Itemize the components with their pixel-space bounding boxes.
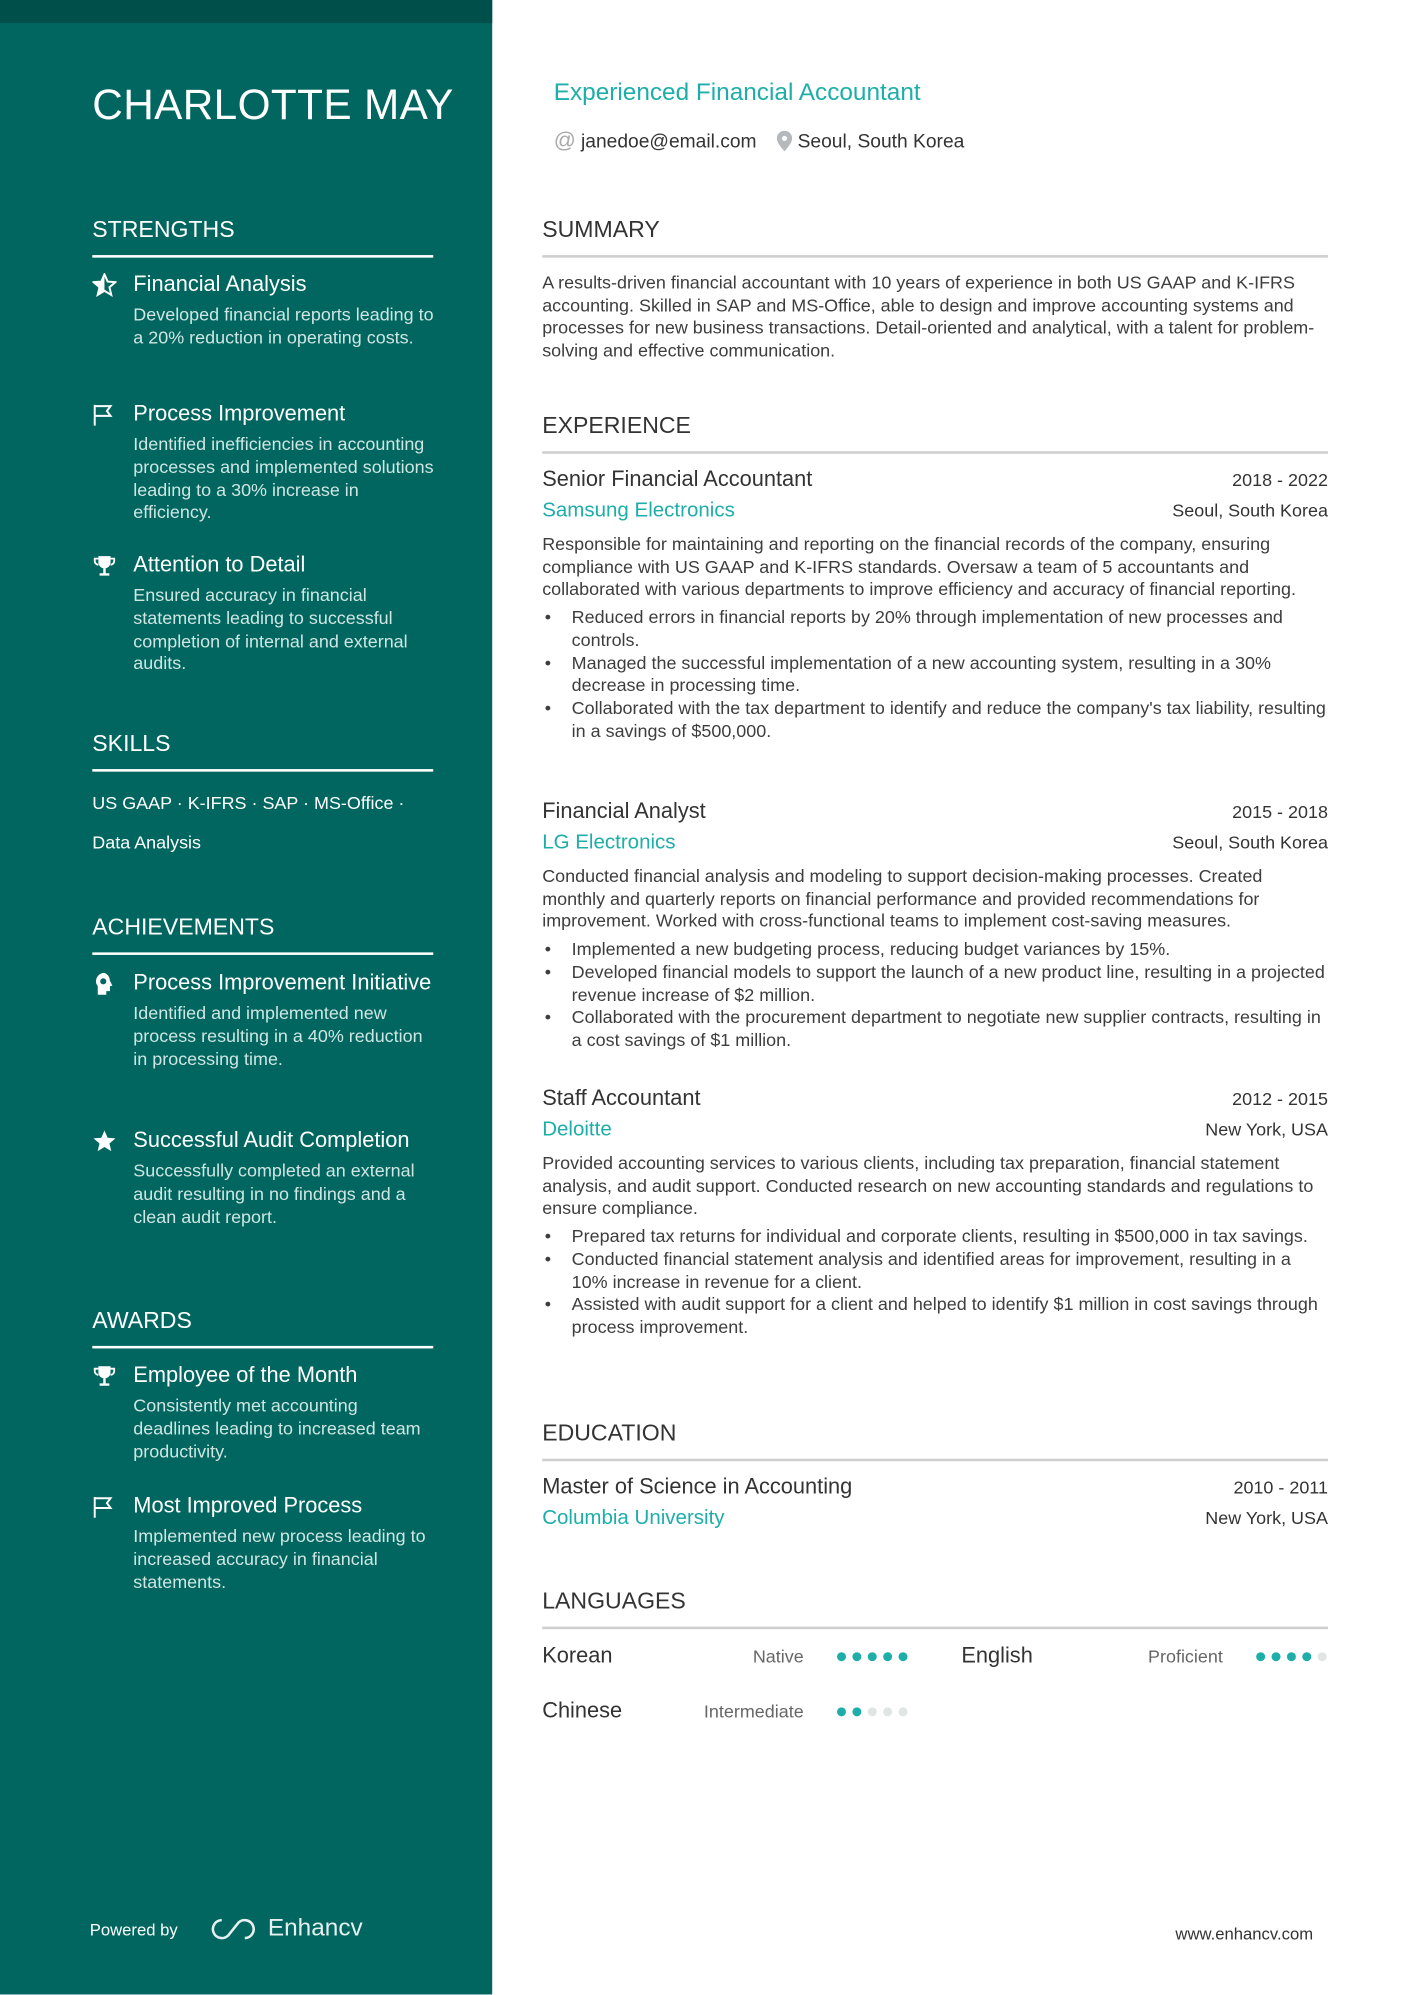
position-dates: 2012 - 2015	[1232, 1088, 1328, 1109]
bullet-item: • Reduced errors in financial reports by 20% through implementation of new processes and controls.	[542, 606, 1328, 651]
position-dates: 2018 - 2022	[1232, 469, 1328, 490]
language-level: Proficient	[1148, 1645, 1223, 1667]
award-item	[92, 1361, 436, 1463]
enhancv-logo[interactable]	[209, 1915, 363, 1943]
summary-text: A results-driven financial accountant with 10 years of experience in both US GAAP and K-IFRS accounting. Skilled in SAP and MS-Office, able to design and improve accounting systems and processes for new business transactions. Detail-oriented and analytical, with a talent for problem-solving and effective communication.	[542, 271, 1315, 361]
location-contact	[777, 128, 964, 154]
bullet-item: • Prepared tax returns for individual and corporate clients, resulting in $500,000 in tax savings.	[542, 1226, 1328, 1249]
position-description: Conducted financial analysis and modeling to support decision-making processes. Created monthly and quarterly reports on financial performance and provided recommendations for improvement. Worked with cross-functional teams to implement cost-saving measures.	[542, 865, 1263, 932]
bullet-item: • Collaborated with the procurement department to negotiate new supplier contracts, resulting in a cost savings of $1 million.	[542, 1006, 1328, 1051]
job-title: Experienced Financial Accountant	[553, 79, 921, 107]
proficiency-dots	[1256, 1652, 1326, 1661]
language-name: English	[961, 1643, 1033, 1668]
at-icon: @	[553, 128, 576, 153]
award-title: Employee of the Month	[133, 1362, 358, 1387]
achievement-desc: Identified and implemented new process resulting in a 40% reduction in processing time.	[133, 1002, 423, 1069]
strength-item	[92, 400, 436, 525]
bullet-item: • Assisted with audit support for a client and helped to identify $1 million in cost savings through process improvement.	[542, 1294, 1328, 1339]
education-heading: EDUCATION	[542, 1420, 1328, 1461]
achievements-heading: ACHIEVEMENTS	[92, 914, 433, 955]
summary-heading: SUMMARY	[542, 217, 1328, 258]
email-text: janedoe@email.com	[580, 130, 757, 152]
star-half-icon	[92, 273, 116, 297]
language-item	[542, 1698, 907, 1724]
bullet-item: • Collaborated with the tax department to identify and reduce the company's tax liability, resulting in a savings of $500,000.	[542, 697, 1328, 742]
filled-dot	[852, 1707, 861, 1716]
proficiency-dots	[837, 1707, 907, 1716]
sidebar	[0, 0, 492, 1994]
position-location: Seoul, South Korea	[1172, 831, 1328, 853]
powered-by-label: Powered by	[89, 1920, 178, 1940]
company-name: Samsung Electronics	[542, 499, 735, 522]
education-entry	[542, 1474, 1328, 1530]
trophy-icon	[92, 1364, 116, 1388]
experience-entry	[542, 467, 1328, 743]
filled-dot	[1256, 1652, 1265, 1661]
achievement-title: Successful Audit Completion	[133, 1127, 410, 1153]
position-title: Financial Analyst	[542, 798, 706, 823]
strength-title: Attention to Detail	[133, 552, 306, 577]
contact-info	[554, 128, 965, 154]
main-content	[542, 0, 1328, 1994]
filled-dot	[899, 1652, 908, 1661]
experience-heading: EXPERIENCE	[542, 413, 1328, 454]
language-item	[961, 1643, 1326, 1669]
achievement-item	[92, 1127, 436, 1229]
language-level: Intermediate	[703, 1700, 804, 1722]
award-title: Most Improved Process	[133, 1493, 363, 1518]
achievement-desc: Successfully completed an external audit resulting in no findings and a clean audit report.	[133, 1160, 415, 1227]
empty-dot	[899, 1707, 908, 1716]
strength-title: Financial Analysis	[133, 271, 307, 297]
language-item	[542, 1643, 907, 1669]
enhancv-logo-icon	[209, 1916, 258, 1942]
bullet-item: • Managed the successful implementation of a new accounting system, resulting in a 30% decrease in processing time.	[542, 652, 1328, 697]
filled-dot	[1272, 1652, 1281, 1661]
bullet-item: • Developed financial models to support the launch of a new product line, resulting in a projected revenue increase of $2 million.	[542, 961, 1328, 1006]
achievement-bullets	[542, 1226, 1328, 1339]
star-icon	[92, 1129, 116, 1153]
language-name: Korean	[542, 1643, 613, 1668]
strength-desc: Identified inefficiencies in accounting processes and implemented solutions leading to a 30% increase in efficiency.	[133, 433, 434, 523]
bullet-item: • Implemented a new budgeting process, reducing budget variances by 15%.	[542, 938, 1328, 961]
filled-dot	[837, 1707, 846, 1716]
location-pin-icon	[777, 131, 792, 152]
award-desc: Consistently met accounting deadlines leading to increased team productivity.	[133, 1394, 421, 1461]
school-name: Columbia University	[542, 1507, 725, 1530]
empty-dot	[1318, 1652, 1327, 1661]
filled-dot	[883, 1652, 892, 1661]
languages-heading: LANGUAGES	[542, 1588, 1328, 1629]
skills-list: US GAAP · K-IFRS · SAP · MS-Office · Data Analysis	[92, 792, 405, 853]
education-dates: 2010 - 2011	[1233, 1476, 1328, 1498]
filled-dot	[1287, 1652, 1296, 1661]
position-location: Seoul, South Korea	[1172, 499, 1328, 521]
bullet-item: • Conducted financial statement analysis and identified areas for improvement, resulting in a 10% increase in revenue for a client.	[542, 1248, 1328, 1293]
school-location: New York, USA	[1205, 1507, 1328, 1528]
flag-icon	[92, 402, 116, 426]
achievement-item	[92, 969, 436, 1071]
skills-heading: SKILLS	[92, 731, 433, 772]
awards-heading: AWARDS	[92, 1307, 433, 1348]
strength-item	[92, 551, 436, 676]
candidate-name: CHARLOTTE MAY	[92, 80, 454, 129]
trophy-icon	[92, 554, 116, 578]
enhancv-logo-text: Enhancv	[267, 1915, 363, 1942]
filled-dot	[1302, 1652, 1311, 1661]
strength-desc: Ensured accuracy in financial statements leading to successful completion of internal and external audits.	[133, 584, 408, 674]
empty-dot	[883, 1707, 892, 1716]
filled-dot	[852, 1652, 861, 1661]
experience-entry	[542, 799, 1328, 1052]
achievement-bullets	[542, 606, 1328, 742]
position-title: Staff Accountant	[542, 1085, 701, 1111]
position-title: Senior Financial Accountant	[542, 466, 813, 491]
website-link[interactable]: www.enhancv.com	[1175, 1923, 1314, 1944]
company-name: LG Electronics	[542, 831, 676, 854]
strengths-heading: STRENGTHS	[92, 217, 433, 258]
proficiency-dots	[837, 1652, 907, 1661]
flag-icon	[92, 1495, 116, 1519]
achievement-bullets	[542, 938, 1328, 1051]
strength-item	[92, 270, 436, 349]
filled-dot	[868, 1652, 877, 1661]
location-text: Seoul, South Korea	[797, 130, 965, 152]
language-level: Native	[752, 1645, 804, 1667]
award-item	[92, 1492, 436, 1594]
language-name: Chinese	[542, 1698, 623, 1723]
award-desc: Implemented new process leading to increased accuracy in financial statements.	[133, 1525, 426, 1592]
position-dates: 2015 - 2018	[1232, 801, 1328, 822]
strength-desc: Developed financial reports leading to a 20% reduction in operating costs.	[133, 303, 434, 348]
email-contact[interactable]	[554, 128, 757, 154]
achievement-title: Process Improvement Initiative	[133, 970, 432, 995]
company-name: Deloitte	[542, 1119, 612, 1141]
strength-title: Process Improvement	[133, 401, 346, 426]
empty-dot	[868, 1707, 877, 1716]
sidebar-top-bar	[0, 0, 492, 23]
position-description: Provided accounting services to various clients, including tax preparation, financial statement analysis, and audit support. Conducted research on new accounting standards and regulations to ensure compliance.	[542, 1152, 1314, 1219]
filled-dot	[837, 1652, 846, 1661]
degree-title: Master of Science in Accounting	[542, 1474, 853, 1499]
experience-entry	[542, 1086, 1328, 1339]
position-location: New York, USA	[1205, 1119, 1328, 1140]
position-description: Responsible for maintaining and reporting on the financial records of the company, ensuring compliance with US GAAP and K-IFRS standards. Oversaw a team of 5 accountants and collaborated with various departments to improve efficiency and accuracy of financial reporting.	[542, 533, 1296, 600]
brain-icon	[92, 972, 116, 996]
